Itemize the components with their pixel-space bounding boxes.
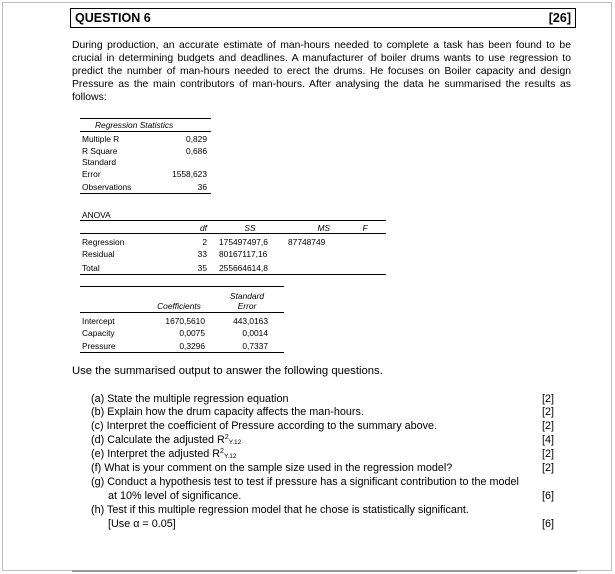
- rule: [80, 118, 211, 119]
- rule: [80, 220, 386, 221]
- rule: [80, 286, 284, 287]
- question-d: [91, 434, 241, 447]
- rule: [80, 233, 386, 234]
- intro-paragraph: During production, an accurate estimate of man-hours needed to complete a task has been found to be crucial in determining budgets and deadlines. A manufacturer of boiler drums wants to use regression to predict the number of man-hours needed to erect the drums. He focuses on Boiler capacity and design Pressure as the main contributors of man-hours. After analysing the data he summarised the results as follows:: [72, 40, 571, 104]
- anova-ms: 87748749: [288, 237, 326, 247]
- question-title: QUESTION 6: [75, 11, 151, 25]
- question-marks: [26]: [548, 11, 571, 25]
- anova-row-label: Total: [82, 263, 100, 273]
- anova-df: 2: [202, 237, 207, 247]
- reg-stat-label: Error: [82, 169, 101, 179]
- coef-header-se-1: Standard: [230, 291, 264, 301]
- coef-value: 1670,5610: [165, 316, 205, 326]
- anova-row-label: Regression: [82, 237, 125, 247]
- question-c: (c) Interpret the coefficient of Pressure according to the summary above.: [91, 420, 438, 432]
- question-d-text: (d) Calculate the adjusted R: [91, 434, 225, 446]
- anova-title: ANOVA: [82, 210, 111, 220]
- reg-stat-value: 1558,623: [172, 169, 207, 179]
- rule: [80, 312, 284, 313]
- reg-stat-value: 0,686: [186, 146, 207, 156]
- coef-se: 0,7337: [242, 341, 268, 351]
- marks-e: [2]: [541, 448, 554, 460]
- question-h-line1: (h) Test if this multiple regression model that he chose is statistically significant.: [91, 504, 469, 516]
- question-e-sup: 2: [220, 448, 224, 455]
- coef-row-label: Pressure: [82, 341, 116, 351]
- coef-se: 0,0014: [242, 328, 268, 338]
- anova-df: 35: [197, 263, 207, 273]
- anova-row-label: Residual: [82, 249, 115, 259]
- rule: [80, 193, 211, 194]
- question-e-sub: Y.12: [223, 453, 237, 460]
- rule: [80, 274, 386, 275]
- reg-stat-label: Observations: [82, 182, 132, 192]
- question-e-text: (e) Interpret the adjusted R: [91, 448, 221, 460]
- anova-df: 33: [197, 249, 207, 259]
- reg-stat-label: Standard: [82, 157, 116, 167]
- question-a: (a) State the multiple regression equation: [91, 393, 289, 405]
- coef-value: 0,3296: [179, 341, 205, 351]
- coef-row-label: Intercept: [82, 316, 115, 326]
- reg-stat-value: 0,829: [186, 134, 207, 144]
- reg-stats-title: Regression Statistics: [95, 120, 174, 130]
- coef-value: 0,0075: [179, 328, 205, 338]
- question-g-line1: (g) Conduct a hypothesis test to test if pressure has a significant contribution to the model: [91, 476, 519, 488]
- reg-stat-value: 36: [197, 182, 207, 192]
- anova-ss: 80167117,16: [219, 249, 268, 259]
- marks-b: [2]: [541, 406, 554, 418]
- anova-ss: 175497497,6: [219, 237, 268, 247]
- rule: [80, 352, 284, 353]
- page-bottom-rule: [72, 570, 577, 572]
- coef-row-label: Capacity: [82, 328, 115, 338]
- anova-header-f: F: [362, 223, 368, 233]
- coef-header-se-2: Error: [237, 301, 257, 311]
- reg-stat-label: Multiple R: [82, 134, 120, 144]
- instruction-text: Use the summarised output to answer the following questions.: [72, 365, 383, 377]
- question-f: (f) What is your comment on the sample size used in the regression model?: [91, 462, 453, 474]
- coef-header-coef: Coefficients: [157, 301, 201, 311]
- anova-header-ms: MS: [317, 223, 330, 233]
- question-g-line2: at 10% level of significance.: [108, 490, 242, 502]
- anova-header-df: df: [200, 223, 207, 233]
- anova-header-ss: SS: [244, 223, 256, 233]
- anova-ss: 255664614,8: [219, 263, 268, 273]
- marks-a: [2]: [541, 393, 554, 405]
- marks-h: [6]: [541, 518, 554, 530]
- question-e: [91, 448, 236, 461]
- coef-se: 443,0163: [233, 316, 268, 326]
- rule: [80, 131, 211, 132]
- question-b: (b) Explain how the drum capacity affects the man-hours.: [91, 406, 364, 418]
- marks-f: [2]: [541, 462, 554, 474]
- question-d-sup: 2: [224, 434, 229, 441]
- question-d-sub: Y.12: [228, 439, 242, 446]
- marks-c: [2]: [541, 420, 554, 432]
- question-h-line2: [Use α = 0.05]: [108, 518, 176, 530]
- question-header: [70, 8, 576, 28]
- marks-g: [6]: [541, 490, 554, 502]
- marks-d: [4]: [541, 434, 554, 446]
- reg-stat-label: R Square: [82, 146, 118, 156]
